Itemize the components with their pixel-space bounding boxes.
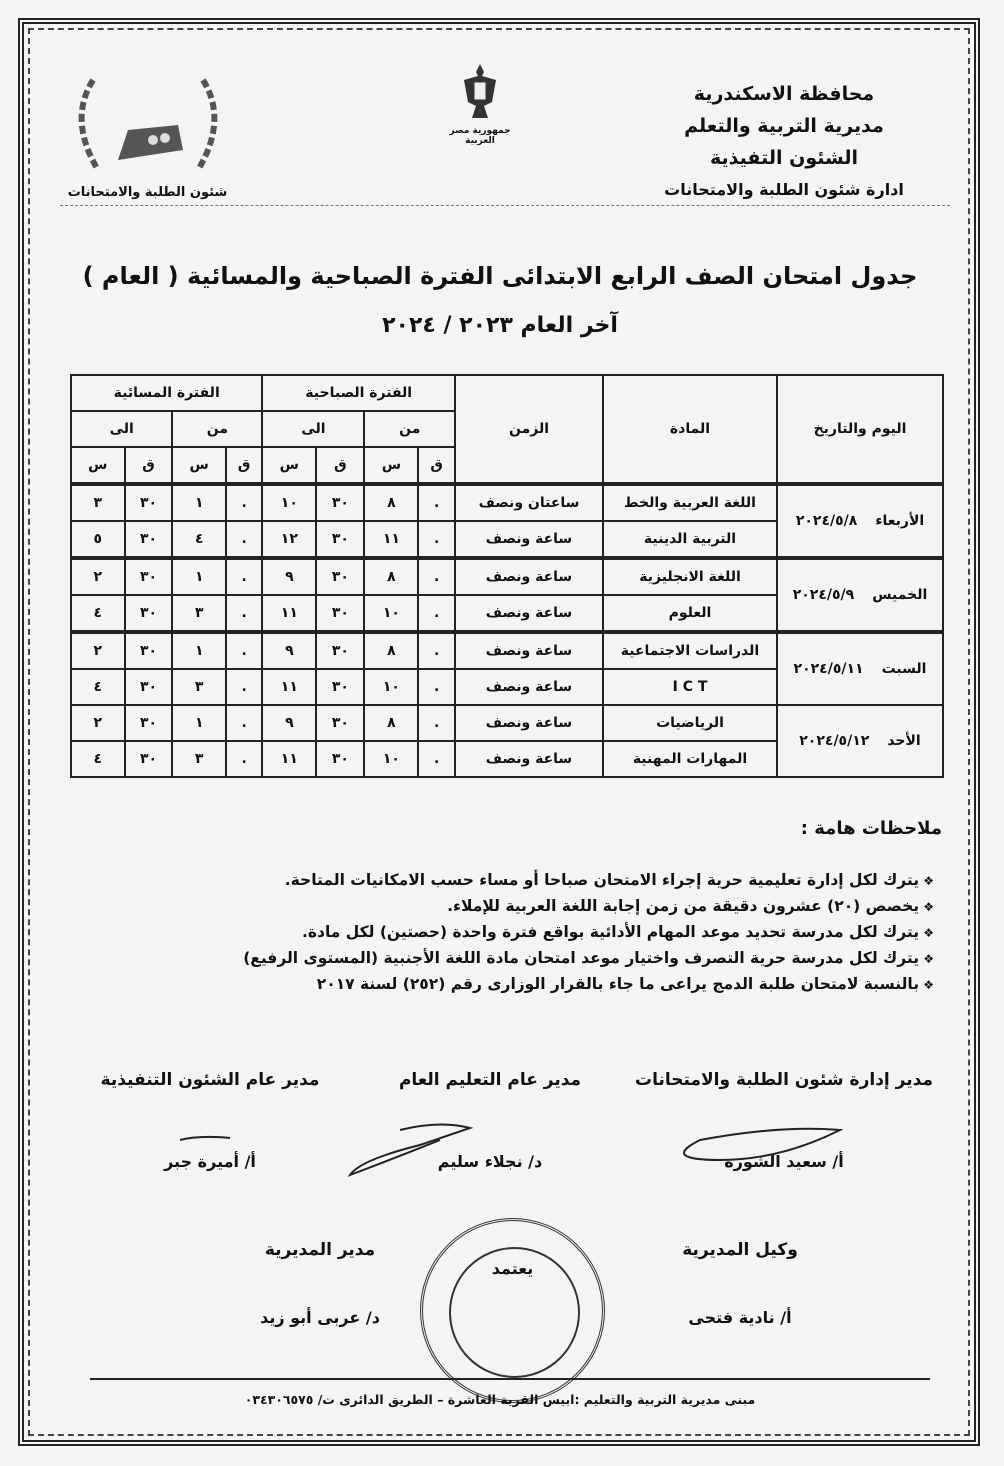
header-hour: س [172,447,225,484]
duration-cell: ساعة ونصف [455,595,603,632]
morning-to-minute: ٣٠ [316,484,364,521]
evening-to-minute: ٣٠ [125,705,173,741]
evening-to-minute: ٣٠ [125,595,173,632]
students-affairs-logo [60,70,235,200]
day-name: الأربعاء [875,513,925,529]
day-date-cell [777,632,943,705]
day-date-cell [777,484,943,558]
subject-cell: اللغة الانجليزية [603,558,777,595]
morning-to-minute: ٣٠ [316,632,364,669]
header-day: اليوم والتاريخ [777,375,943,484]
evening-from-hour: ١ [172,705,225,741]
header-subject: المادة [603,375,777,484]
morning-from-hour: ١٠ [364,595,418,632]
table-row [71,632,943,669]
note-item: ❖ يترك لكل مدرسة تحديد موعد المهام الأدائية بواقع فترة واحدة (حصتين) لكل مادة. [74,920,934,946]
table-row [71,705,943,741]
subject-cell: الدراسات الاجتماعية [603,632,777,669]
morning-from-minute: . [418,632,455,669]
morning-from-hour: ٨ [364,705,418,741]
header-minute: ق [316,447,364,484]
signature-title: مدير المديرية [264,1240,376,1260]
laurel-ship-icon [63,70,233,180]
footer-divider [90,1378,930,1380]
header-hour: س [71,447,125,484]
note-item: ❖ بالنسبة لامتحان طلبة الدمج يراعى ما جاء بالقرار الوزارى رقم (٢٥٢) لسنة ٢٠١٧ [74,972,934,998]
evening-to-minute: ٣٠ [125,669,173,705]
morning-to-hour: ١١ [262,595,316,632]
note-item: ❖ يترك لكل مدرسة حرية التصرف واختيار موعد امتحان مادة اللغة الأجنبية (المستوى الرفيع) [74,946,934,972]
morning-from-minute: . [418,669,455,705]
issuer-header [634,78,934,206]
evening-from-minute: . [226,595,262,632]
evening-to-hour: ٤ [71,595,125,632]
duration-cell: ساعة ونصف [455,705,603,741]
duration-cell: ساعتان ونصف [455,484,603,521]
official-stamp [420,1218,605,1403]
morning-from-minute: . [418,705,455,741]
day-name: الخميس [872,587,928,603]
subject-cell: اللغة العربية والخط [603,484,777,521]
subject-cell: الرياضيات [603,705,777,741]
evening-to-hour: ٢ [71,558,125,595]
subject-cell: العلوم [603,595,777,632]
evening-from-hour: ٤ [172,521,225,558]
morning-to-hour: ٩ [262,632,316,669]
emblem-caption: جمهورية مصر العربية [449,126,511,146]
evening-to-minute: ٣٠ [125,632,173,669]
header-duration: الزمن [455,375,603,484]
morning-from-minute: . [418,741,455,777]
evening-to-hour: ٥ [71,521,125,558]
evening-to-hour: ٣ [71,484,125,521]
day-date-cell [777,558,943,632]
header-line: ادارة شئون الطلبة والامتحانات [664,180,904,199]
exam-schedule-table [70,374,944,778]
evening-from-minute: . [226,705,262,741]
table-row [71,484,943,521]
duration-cell: ساعة ونصف [455,558,603,595]
evening-from-minute: . [226,484,262,521]
document-title: جدول امتحان الصف الرابع الابتدائى الفترة الصباحية والمسائية ( العام ) [82,262,918,290]
evening-from-hour: ١ [172,484,225,521]
evening-from-minute: . [226,632,262,669]
signature-name: أ/ نادية فتحى [688,1308,792,1327]
logo-caption: شئون الطلبة والامتحانات [67,185,228,200]
morning-from-hour: ١٠ [364,669,418,705]
morning-to-minute: ٣٠ [316,521,364,558]
subject-cell: التربية الدينية [603,521,777,558]
note-item: ❖ يخصص (٢٠) عشرون دقيقة من زمن إجابة اللغة العربية للإملاء. [74,894,934,920]
evening-from-hour: ١ [172,632,225,669]
header-line: محافظة الاسكندرية [693,83,875,105]
morning-from-hour: ١٠ [364,741,418,777]
signature-name: د/ نجلاء سليم [437,1152,543,1171]
exam-date: ٢٠٢٤/٥/١٢ [799,733,870,749]
day-date-cell [777,705,943,777]
stamp-text: يعتمد [491,1259,534,1278]
header-from: من [364,411,455,447]
subject-cell: المهارات المهنية [603,741,777,777]
morning-from-minute: . [418,595,455,632]
signature-title: مدير عام التعليم العام [398,1070,582,1090]
morning-to-hour: ١١ [262,741,316,777]
header-from: من [172,411,262,447]
note-item: ❖ يترك لكل إدارة تعليمية حرية إجراء الامتحان صباحا أو مساء حسب الامكانيات المتاحة. [74,868,934,894]
morning-to-hour: ١٠ [262,484,316,521]
duration-cell: ساعة ونصف [455,669,603,705]
evening-from-hour: ١ [172,558,225,595]
header-evening: الفترة المسائية [71,375,262,411]
day-name: الأحد [887,733,921,749]
header-hour: س [262,447,316,484]
header-divider [60,205,950,206]
signature-name: أ/ سعيد الشوره [724,1152,844,1171]
morning-from-hour: ٨ [364,484,418,521]
evening-to-hour: ٤ [71,669,125,705]
evening-to-minute: ٣٠ [125,484,173,521]
morning-to-minute: ٣٠ [316,741,364,777]
morning-from-hour: ٨ [364,558,418,595]
morning-from-hour: ٨ [364,632,418,669]
eagle-icon [458,62,502,122]
signature-title: مدير إدارة شئون الطلبة والامتحانات [635,1070,933,1090]
evening-to-minute: ٣٠ [125,521,173,558]
subject-cell: I C T [603,669,777,705]
duration-cell: ساعة ونصف [455,632,603,669]
signature-name: د/ عربى أبو زيد [260,1308,380,1327]
morning-to-hour: ١١ [262,669,316,705]
header-hour: س [364,447,418,484]
exam-date: ٢٠٢٤/٥/٩ [792,587,855,603]
morning-from-hour: ١١ [364,521,418,558]
day-name: السبت [881,661,927,677]
morning-from-minute: . [418,484,455,521]
duration-cell: ساعة ونصف [455,521,603,558]
header-minute: ق [226,447,262,484]
egypt-emblem [440,62,520,146]
notes-heading: ملاحظات هامة : [800,818,942,839]
header-line: مديرية التربية والتعلم [684,115,884,137]
table-row [71,558,943,595]
evening-from-minute: . [226,521,262,558]
footer-address: مبنى مديرية التربية والتعليم :ابيس القرية العاشرة – الطريق الدائرى ت/ ٠٣٤٣٠٦٥٧٥ [244,1392,756,1407]
header-minute: ق [125,447,173,484]
evening-from-hour: ٣ [172,595,225,632]
morning-to-minute: ٣٠ [316,669,364,705]
evening-to-hour: ٤ [71,741,125,777]
evening-from-hour: ٣ [172,741,225,777]
evening-to-minute: ٣٠ [125,741,173,777]
evening-to-hour: ٢ [71,632,125,669]
morning-from-minute: . [418,558,455,595]
header-line: الشئون التفيذية [710,147,858,169]
morning-to-hour: ١٢ [262,521,316,558]
morning-to-hour: ٩ [262,705,316,741]
morning-to-minute: ٣٠ [316,595,364,632]
exam-date: ٢٠٢٤/٥/١١ [793,661,864,677]
header-morning: الفترة الصباحية [262,375,455,411]
header-minute: ق [418,447,455,484]
morning-from-minute: . [418,521,455,558]
morning-to-hour: ٩ [262,558,316,595]
evening-from-minute: . [226,741,262,777]
signature-title: مدير عام الشئون التنفيذية [100,1070,320,1090]
notes-list [74,868,934,998]
duration-cell: ساعة ونصف [455,741,603,777]
morning-to-minute: ٣٠ [316,705,364,741]
signature-title: وكيل المديرية [682,1240,798,1260]
morning-to-minute: ٣٠ [316,558,364,595]
evening-from-hour: ٣ [172,669,225,705]
signature-name: أ/ أميرة جبر [164,1152,256,1171]
document-subtitle: آخر العام ٢٠٢٣ / ٢٠٢٤ [382,313,618,338]
exam-date: ٢٠٢٤/٥/٨ [795,513,858,529]
evening-to-minute: ٣٠ [125,558,173,595]
evening-from-minute: . [226,669,262,705]
header-to: الى [71,411,172,447]
evening-from-minute: . [226,558,262,595]
header-to: الى [262,411,364,447]
evening-to-hour: ٢ [71,705,125,741]
